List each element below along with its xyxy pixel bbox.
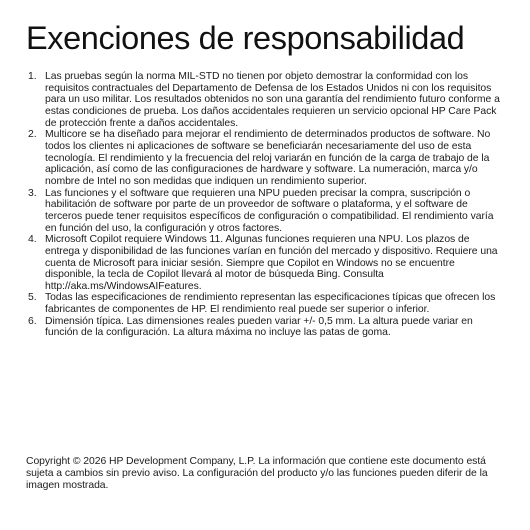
disclaimer-item — [26, 316, 506, 339]
disclaimer-item — [26, 188, 506, 235]
disclaimer-number: 6. — [28, 315, 37, 327]
disclaimer-number: 2. — [28, 129, 37, 141]
page-title: Exenciones de responsabilidad — [26, 20, 465, 56]
disclaimer-text: Dimensión típica. Las dimensiones reales pueden variar +/- 0,5 mm. La altura puede variar en función de la configuración. La altura máxima no incluye las patas de goma. — [45, 315, 473, 339]
disclaimer-text: Multicore se ha diseñado para mejorar el rendimiento de determinados productos de software. No todos los clientes ni aplicaciones de software se beneficiarán necesariamente del uso de esta tecnología. El rendimiento y la frecuencia del reloj variarán en función de la carga de trabajo de la aplicación, así como de las configuraciones de hardware y software. La numeración, marca y/o nombre de Intel no son medidas que indiquen un rendimiento superior. — [45, 129, 491, 187]
disclaimer-item — [26, 292, 506, 315]
disclaimer-text: Las pruebas según la norma MIL-STD no tienen por objeto demostrar la conformidad con los requisitos contractuales del Departamento de Defensa de los Estados Unidos ni con los requisitos para un uso militar. Los resultados obtenidos no son una garantía del rendimiento futuro conforme a estas condiciones de prueba. Los daños accidentales requieren un servicio opcional HP Care Pack de protección frente a daños accidentales. — [45, 71, 500, 129]
disclaimer-number: 1. — [28, 71, 37, 82]
disclaimer-item — [26, 234, 506, 292]
disclaimer-number: 3. — [28, 187, 37, 199]
disclaimer-number: 4. — [28, 234, 37, 246]
disclaimer-text: Microsoft Copilot requiere Windows 11. Algunas funciones requieren una NPU. Los plazos de entrega y disponibilidad de las funciones varían en función del mercado y dispositivo. Requiere una cuenta de Microsoft para iniciar sesión. Siempre que Copilot en Windows no se encuentre disponible, la tecla de Copilot llevará al motor de búsqueda Bing. Consulta http://aka.ms/WindowsAIFeatures. — [45, 234, 498, 292]
disclaimer-number: 5. — [28, 292, 37, 304]
disclaimer-item — [26, 71, 506, 129]
disclaimer-item — [26, 129, 506, 187]
disclaimer-text: Todas las especificaciones de rendimiento representan las especificaciones típicas que ofrecen los fabricantes de componentes de HP. El rendimiento real puede ser superior o inferior. — [45, 292, 496, 316]
copyright-notice: Copyright © 2026 HP Development Company, L.P. La información que contiene este documento está sujeta a cambios sin previo aviso. La configuración del producto y/o las funciones pueden diferir de la imagen mostrada. — [26, 456, 488, 491]
disclaimer-text: Las funciones y el software que requieren una NPU pueden precisar la compra, suscripción o habilitación de software por parte de un proveedor de software o plataforma, y el software de terceros puede tener requisitos específicos de configuración o compatibilidad. El rendimiento varía en función del uso, la configuración y otros factores. — [45, 187, 494, 234]
disclaimer-list — [26, 71, 506, 339]
